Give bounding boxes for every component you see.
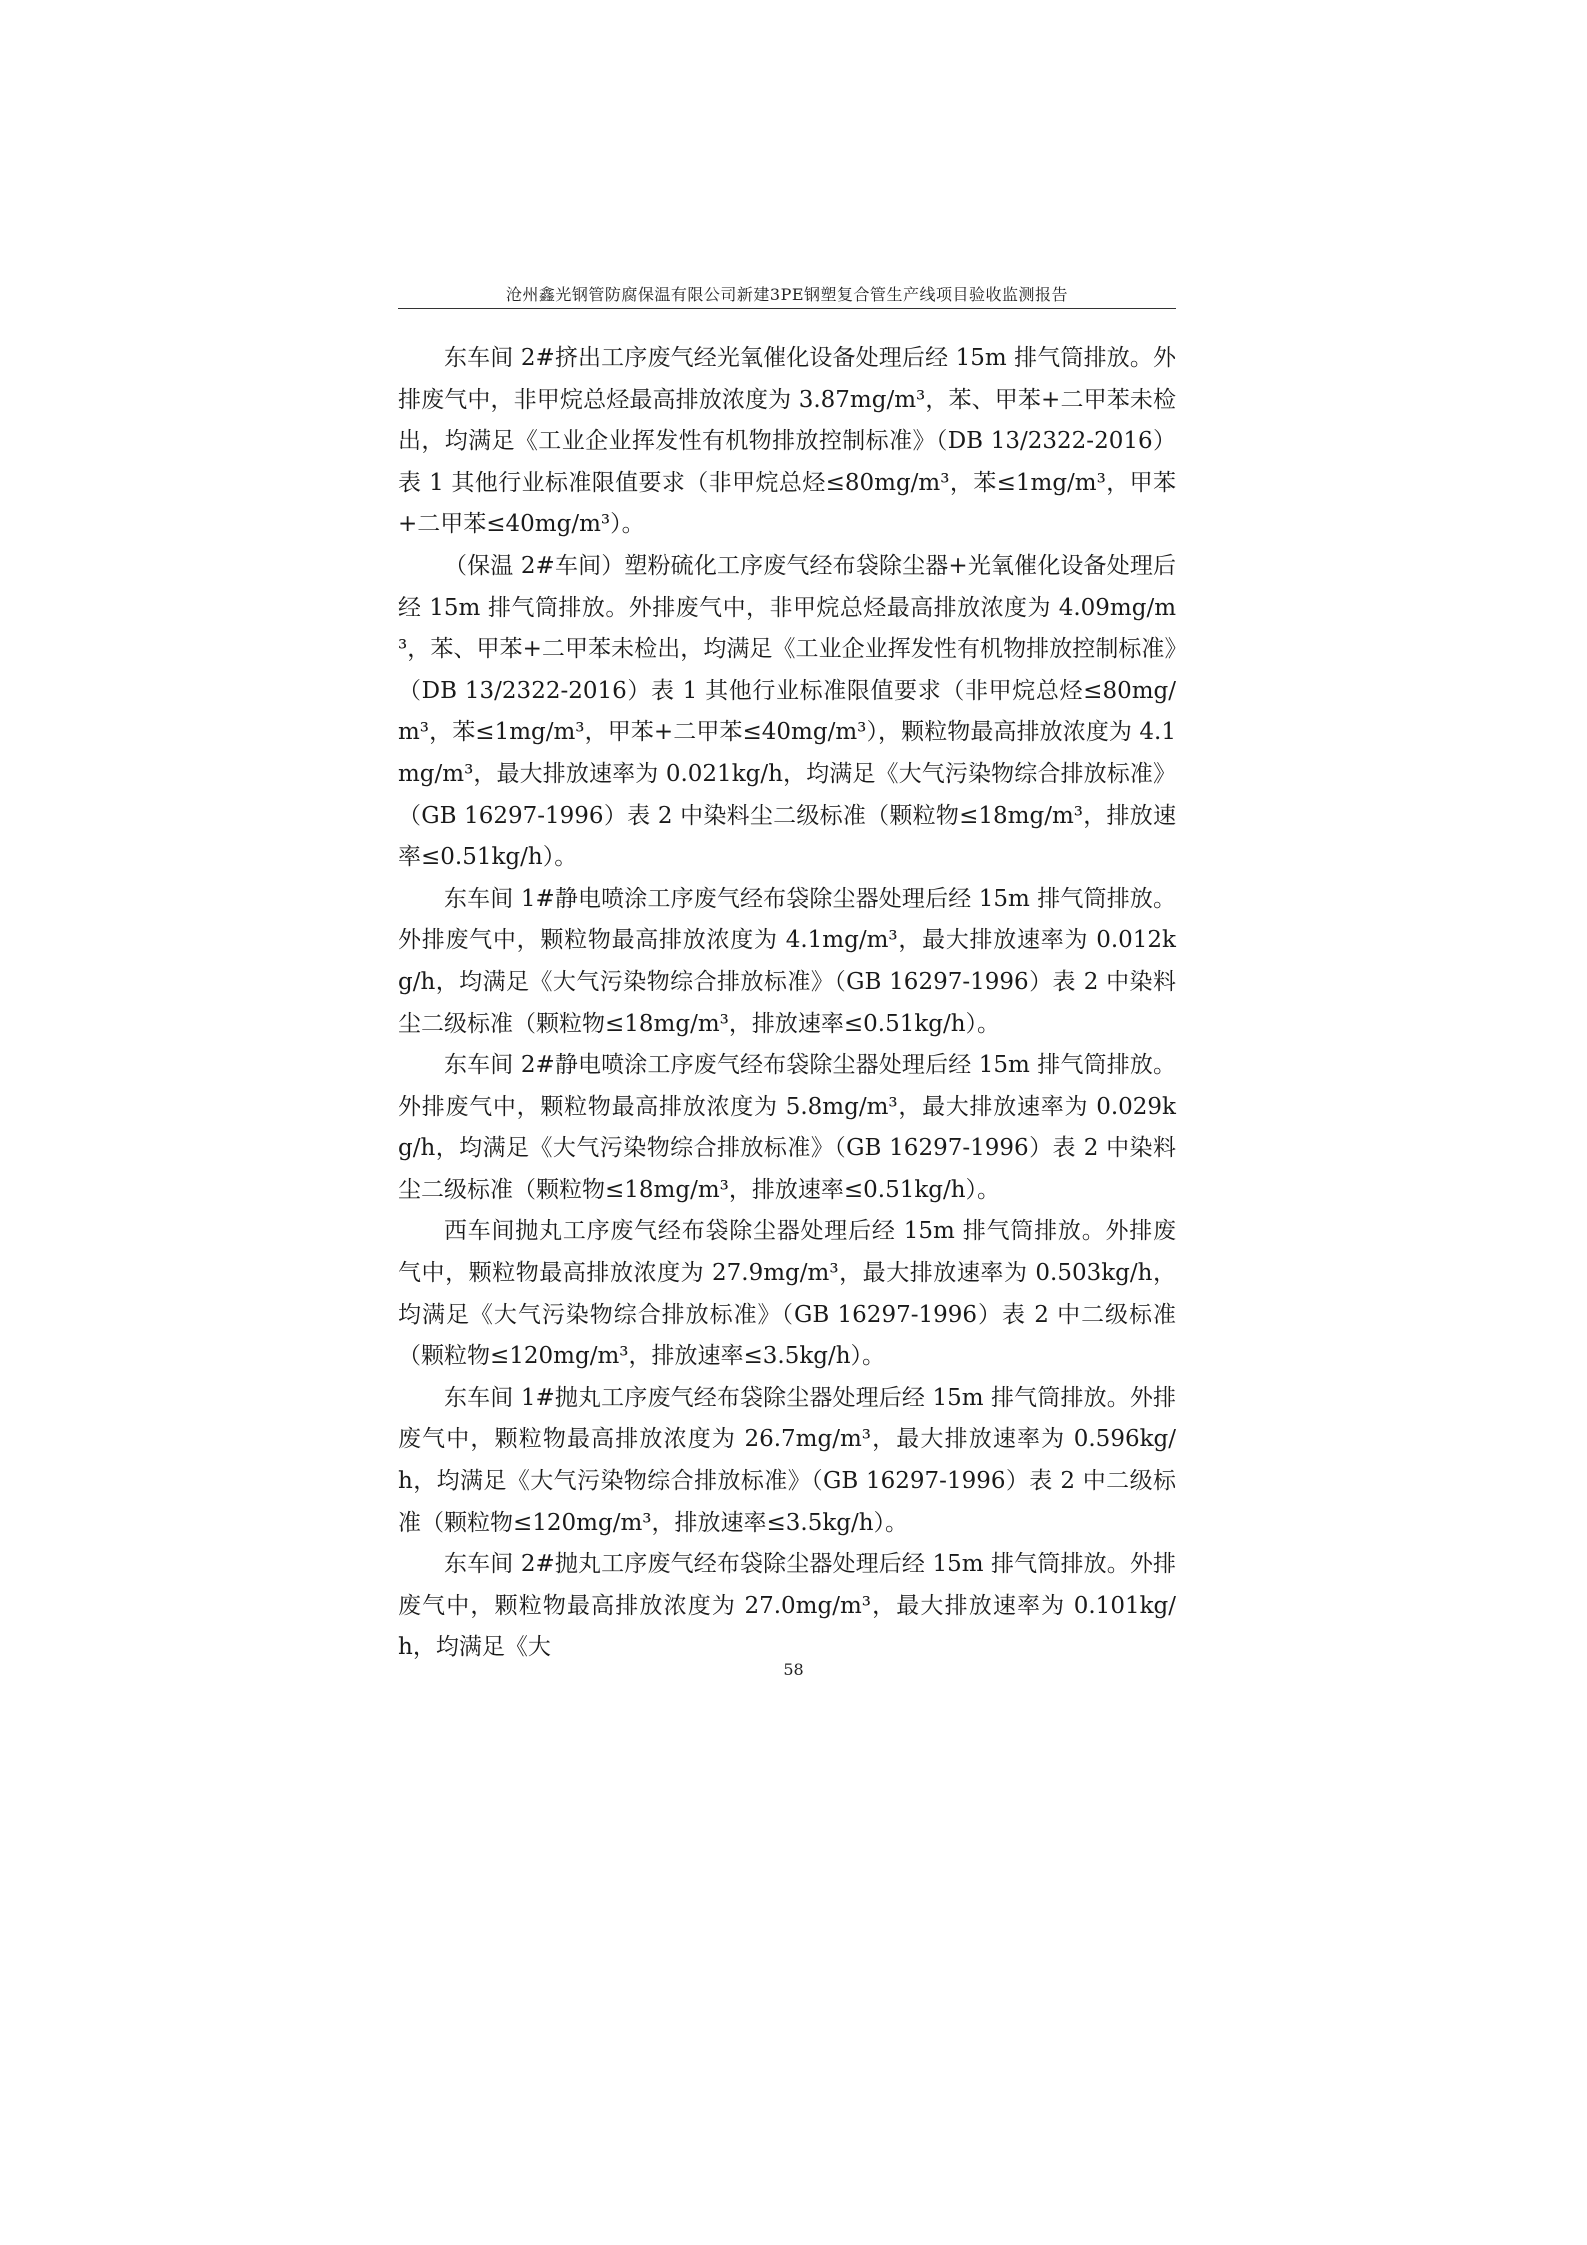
paragraph-west-shot-blasting: 西车间抛丸工序废气经布袋除尘器处理后经 15m 排气筒排放。外排废气中，颗粒物最高排放浓度为 27.9mg/m³，最大排放速率为 0.503kg/h，均满足《大气污染物综合排放标准》（GB 16297-1996）表 2 中二级标准（颗粒物≤120mg/m³，排放速率≤3.5kg/h）。 [398, 1218, 1177, 1370]
page-header: 沧州鑫光钢管防腐保温有限公司新建3PE钢塑复合管生产线项目验收监测报告 [505, 285, 1069, 304]
paragraph-east-2-extrusion: 东车间 2#挤出工序废气经光氧催化设备处理后经 15m 排气筒排放。外排废气中，非甲烷总烃最高排放浓度为 3.87mg/m³，苯、甲苯+二甲苯未检出，均满足《工业企业挥发性有机物排放控制标准》（DB 13/2322-2016）表 1 其他行业标准限值要求（非甲烷总烃≤80mg/m³，苯≤1mg/m³，甲苯+二甲苯≤40mg/m³）。 [398, 345, 1176, 538]
paragraph-east-2-electrostatic-spray: 东车间 2#静电喷涂工序废气经布袋除尘器处理后经 15m 排气筒排放。外排废气中，颗粒物最高排放浓度为 5.8mg/m³，最大排放速率为 0.029kg/h，均满足《大气污染物综合排放标准》（GB 16297-1996）表 2 中染料尘二级标准（颗粒物≤18mg/m³，排放速率≤0.51kg/h）。 [398, 1052, 1176, 1203]
page-number: 58 [783, 1660, 804, 1679]
paragraph-east-1-electrostatic-spray: 东车间 1#静电喷涂工序废气经布袋除尘器处理后经 15m 排气筒排放。外排废气中，颗粒物最高排放浓度为 4.1mg/m³，最大排放速率为 0.012kg/h，均满足《大气污染物综合排放标准》（GB 16297-1996）表 2 中染料尘二级标准（颗粒物≤18mg/m³，排放速率≤0.51kg/h）。 [398, 885, 1176, 1037]
paragraph-insulation-2-powder-curing: （保温 2#车间）塑粉硫化工序废气经布袋除尘器+光氧催化设备处理后经 15m 排气筒排放。外排废气中，非甲烷总烃最高排放浓度为 4.09mg/m³，苯、甲苯+二甲苯未检出，均满足《工业企业挥发性有机物排放控制标准》（DB 13/2322-2016）表 1 其他行业标准限值要求（非甲烷总烃≤80mg/m³，苯≤1mg/m³，甲苯+二甲苯≤40mg/m³），颗粒物最高排放浓度为 4.1mg/m³，最大排放速率为 0.021kg/h，均满足《大气污染物综合排放标准》（GB 16297-1996）表 2 中染料尘二级标准（颗粒物≤18mg/m³，排放速率≤0.51kg/h）。 [398, 552, 1176, 871]
body-text [398, 338, 1176, 1669]
paragraph-east-2-shot-blasting: 东车间 2#抛丸工序废气经布袋除尘器处理后经 15m 排气筒排放。外排废气中，颗粒物最高排放浓度为 27.0mg/m³，最大排放速率为 0.101kg/h，均满足《大 [398, 1551, 1176, 1661]
header-divider [398, 308, 1176, 309]
paragraph-east-1-shot-blasting: 东车间 1#抛丸工序废气经布袋除尘器处理后经 15m 排气筒排放。外排废气中，颗粒物最高排放浓度为 26.7mg/m³，最大排放速率为 0.596kg/h，均满足《大气污染物综合排放标准》（GB 16297-1996）表 2 中二级标准（颗粒物≤120mg/m³，排放速率≤3.5kg/h）。 [398, 1384, 1176, 1536]
